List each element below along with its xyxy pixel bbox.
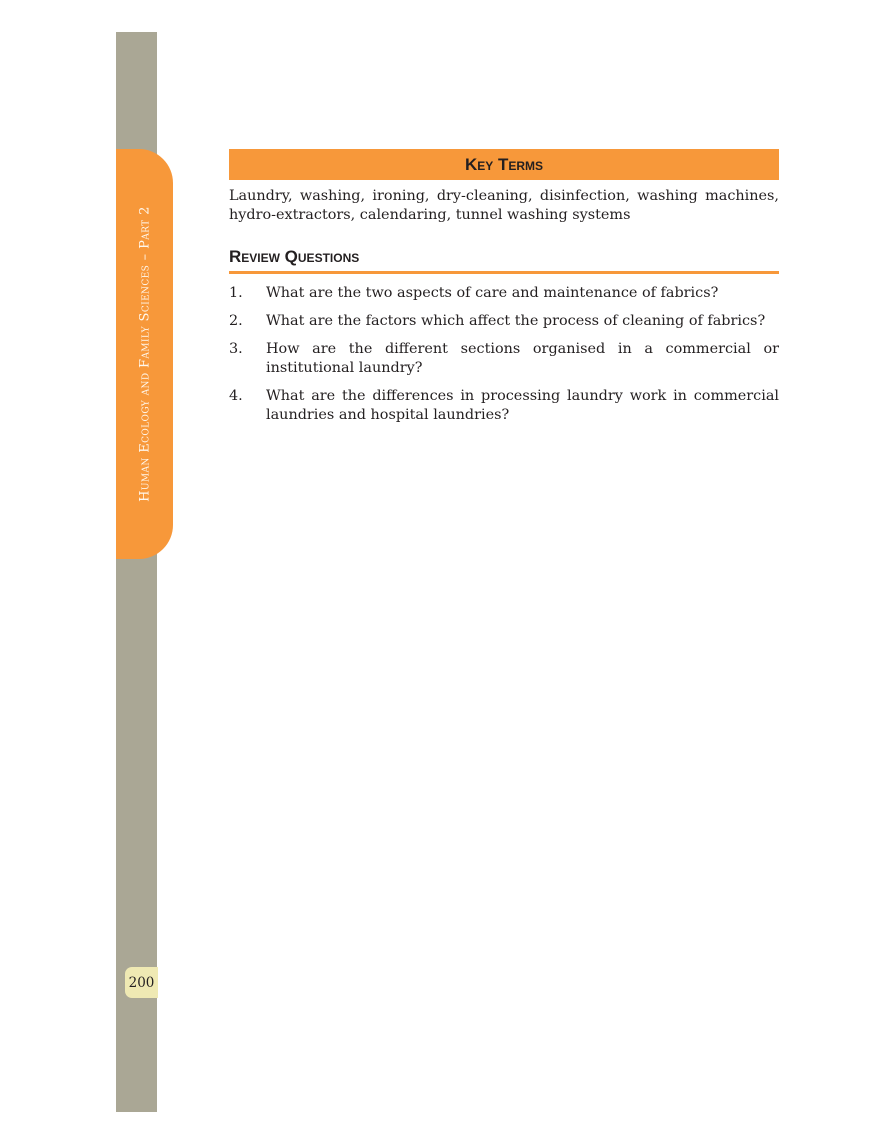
review-questions-heading: Review Questions (229, 247, 779, 274)
question-item (229, 284, 779, 303)
question-item (229, 312, 779, 331)
question-text: What are the two aspects of care and maintenance of fabrics? (266, 285, 719, 301)
review-questions-list (229, 284, 779, 425)
question-text: How are the different sections organised in a commercial or institutional laundry? (266, 341, 779, 376)
question-number: 4. (229, 388, 243, 404)
question-item (229, 340, 779, 378)
key-terms-text: Laundry, washing, ironing, dry-cleaning, disinfection, washing machines, hydro-extractors, calendaring, tunnel washing systems (229, 188, 779, 223)
page-number: 200 (125, 967, 158, 998)
question-item (229, 387, 779, 425)
main-content (229, 149, 779, 434)
question-number: 2. (229, 313, 243, 329)
question-number: 1. (229, 285, 243, 301)
question-number: 3. (229, 341, 243, 357)
book-title: Human Ecology and Family Sciences – Part 2 (137, 206, 153, 502)
key-terms-heading: Key Terms (229, 149, 779, 180)
question-text: What are the factors which affect the process of cleaning of fabrics? (266, 313, 766, 329)
question-text: What are the differences in processing laundry work in commercial laundries and hospital laundries? (266, 388, 779, 423)
